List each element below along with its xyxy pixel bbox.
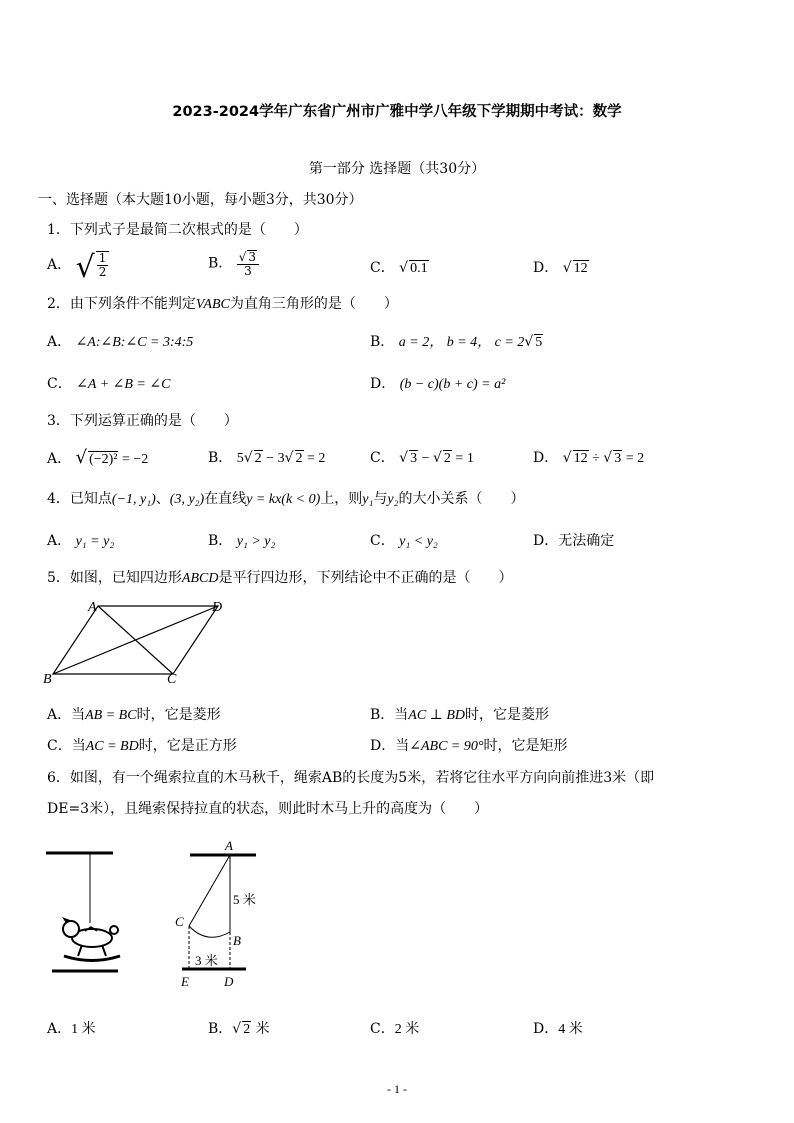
q4-a-expr: y₁ = y₂	[75, 534, 115, 549]
q2-stem-post: 为直角三角形的是（ ）	[229, 296, 398, 312]
geo-length-5: 5 米	[233, 892, 256, 907]
arc-cb	[189, 926, 230, 937]
q4-d-expr: 无法确定	[558, 533, 615, 549]
q5-d-expr: ∠ABC = 90°	[409, 739, 484, 754]
q1-a-den: 2	[98, 264, 107, 279]
q4-point1: (−1, y₁)	[111, 492, 156, 507]
q4-option-b	[208, 530, 275, 550]
q1-option-c: C． √ 0.1	[370, 260, 428, 276]
q3-a-label: A．	[47, 451, 72, 467]
q3-a-rad: (−2)²	[89, 452, 118, 467]
q2-stem	[47, 293, 398, 313]
q2-d-label: D．	[370, 376, 396, 392]
geo-label-e: E	[181, 974, 189, 989]
q6-c-expr: 2 米	[394, 1022, 420, 1037]
q6-option-d	[533, 1018, 583, 1038]
q2-triangle: VABC	[195, 297, 230, 312]
q4-tail: 的大小关系（ ）	[398, 491, 525, 507]
q3-c-rad2: 2	[443, 451, 451, 466]
q3-option-a: A． √ (−2)² = −2	[47, 447, 149, 468]
q5-a-label: A．当	[47, 707, 86, 723]
part-title: 第一部分 选择题（共30分）	[308, 161, 486, 177]
q5-b-label: B．当	[370, 707, 409, 723]
q1-option-b: B． $\frac{√ 3}{3}$	[208, 250, 259, 277]
q6-d-label: D．	[533, 1021, 559, 1037]
vertex-a-label: A	[88, 600, 97, 615]
q3-b-tail: = 2	[303, 451, 326, 466]
q5-b-tail: 时，它是菱形	[465, 707, 550, 723]
q4-b-label: B．	[208, 533, 233, 549]
geo-label-b: B	[233, 933, 241, 948]
geo-label-a: A	[225, 838, 233, 853]
q5-c-tail: 时，它是正方形	[138, 738, 237, 754]
q1-option-d: D． √ 12	[533, 260, 588, 276]
q1-option-a: A． √ $\frac{1}{2}$	[47, 250, 109, 285]
q4-stem-pre: 4．已知点	[47, 491, 112, 507]
q2-b-expr: a = 2， b = 4， c = 2	[398, 335, 525, 350]
q2-a-label: A．	[47, 334, 72, 350]
q1-b-num: 3	[248, 250, 257, 264]
q2-option-c	[47, 373, 170, 393]
q1-stem: 1．下列式子是最简二次根式的是（ ）	[47, 222, 308, 238]
geo-label-d: D	[224, 974, 234, 989]
q2-a-expr: ∠A:∠B:∠C = 3:4:5	[75, 335, 194, 350]
q2-option-b: B． a = 2， b = 4， c = 2√ 5	[370, 334, 543, 350]
q6-c-label: C．	[370, 1021, 395, 1037]
q6-a-label: A．	[47, 1021, 72, 1037]
q4-c-label: C．	[370, 533, 395, 549]
section-title: 一、选择题（本大题10小题，每小题3分，共30分）	[38, 192, 363, 208]
q4-c-expr: y₁ < y₂	[399, 534, 438, 549]
q5-stem	[47, 567, 512, 587]
q1-d-rad: 12	[573, 261, 588, 276]
q3-b-mid: − 3	[262, 451, 285, 466]
q2-b-label: B．	[370, 334, 395, 350]
q6-d-expr: 4 米	[558, 1022, 583, 1037]
q6-b-tail: 米	[251, 1021, 270, 1037]
q5-option-c	[47, 735, 237, 755]
q3-c-rad1: 3	[410, 451, 418, 466]
q6-option-b: B．√ 2 米	[208, 1021, 270, 1037]
swing-geometry-figure	[170, 835, 270, 993]
q5-d-tail: 时，它是矩形	[483, 738, 568, 754]
q2-option-a	[47, 331, 193, 351]
q1-d-label: D．	[533, 260, 559, 276]
q3-d-rad2: 3	[614, 451, 622, 466]
q5-a-tail: 时，它是菱形	[136, 707, 221, 723]
rocking-horse-swing-figure	[40, 845, 130, 980]
q4-sep: 、	[155, 491, 170, 507]
q4-y2: y₂	[387, 492, 399, 507]
q6-b-rad: 2	[243, 1022, 251, 1037]
q2-c-label: C．	[47, 376, 72, 392]
q5-option-a	[47, 704, 221, 724]
q4-option-c	[370, 530, 438, 550]
q3-d-mid: ÷	[588, 451, 604, 466]
q4-y1: y₁	[362, 492, 374, 507]
q3-b-rad1: 2	[254, 451, 262, 466]
q3-c-tail: = 1	[451, 451, 474, 466]
q1-c-label: C．	[370, 260, 395, 276]
q6-a-expr: 1 米	[71, 1022, 96, 1037]
q5-quad: ABCD	[181, 571, 219, 586]
rocking-horse-icon	[62, 917, 120, 961]
vertex-d-label: D	[212, 600, 223, 615]
q2-b-rad: 5	[535, 335, 543, 350]
q4-post: 上，则	[320, 491, 363, 507]
q4-option-a	[47, 530, 114, 550]
q5-option-b	[370, 704, 549, 724]
q3-d-rad1: 12	[573, 451, 588, 466]
q1-a-label: A．	[47, 257, 72, 273]
q1-a-num: 1	[98, 250, 107, 265]
q5-b-expr: AC ⊥ BD	[408, 708, 466, 723]
q1-c-rad: 0.1	[410, 261, 428, 276]
q3-c-label: C．	[370, 450, 395, 466]
q3-c-mid: −	[418, 451, 433, 466]
q3-a-tail: = −2	[118, 452, 149, 467]
q4-a-label: A．	[47, 533, 72, 549]
q3-b-label: B．	[208, 450, 233, 466]
q5-c-label: C．当	[47, 738, 86, 754]
q5-stem-pre: 5．如图，已知四边形	[47, 570, 182, 586]
geo-length-3: 3 米	[195, 953, 218, 968]
q2-d-expr: (b − c)(b + c) = a²	[399, 377, 506, 392]
q5-option-d	[370, 735, 567, 755]
q3-stem: 3．下列运算正确的是（ ）	[47, 413, 238, 429]
q6-option-c	[370, 1018, 419, 1038]
q4-stem	[47, 488, 524, 508]
q3-b-rad2: 2	[295, 451, 303, 466]
q4-option-d	[533, 530, 614, 550]
q2-c-expr: ∠A + ∠B = ∠C	[76, 377, 171, 392]
q3-option-b: B． 5√ 2 − 3√ 2 = 2	[208, 450, 326, 466]
q3-option-c: C． √ 3 − √ 2 = 1	[370, 450, 474, 466]
q1-b-den: 3	[244, 263, 252, 278]
q6-stem-line1: 6．如图，有一个绳索拉直的木马秋千，绳索AB的长度为5米，若将它往水平方向向前推进3米（即	[47, 770, 655, 786]
q2-option-d	[370, 373, 505, 393]
q6-stem-line2: DE=3米），且绳索保持拉直的状态，则此时木马上升的高度为（ ）	[47, 801, 489, 817]
q3-b-coef: 5	[236, 451, 244, 466]
q5-a-expr: AB = BC	[85, 708, 137, 723]
q5-d-label: D．当	[370, 738, 410, 754]
q3-d-label: D．	[533, 450, 559, 466]
parallelogram-figure	[40, 596, 240, 688]
diagonal-bd	[53, 606, 218, 674]
q5-stem-post: 是平行四边形，下列结论中不正确的是（ ）	[218, 570, 513, 586]
q1-b-label: B．	[208, 255, 233, 272]
q4-line-eq: y = kx(k < 0)	[246, 492, 321, 507]
q4-b-expr: y₁ > y₂	[236, 534, 276, 549]
vertex-c-label: C	[167, 672, 177, 687]
q4-mid: 在直线	[204, 491, 247, 507]
geo-label-c: C	[175, 914, 184, 929]
q2-stem-pre: 2．由下列条件不能判定	[47, 296, 196, 312]
document-title: 2023-2024学年广东省广州市广雅中学八年级下学期期中考试：数学	[172, 104, 622, 120]
q3-d-tail: = 2	[622, 451, 645, 466]
q4-and: 与	[373, 491, 388, 507]
q4-point2: (3, y₂)	[169, 492, 205, 507]
q6-option-a	[47, 1018, 96, 1038]
page-number: - 1 -	[387, 1082, 407, 1096]
q6-b-label: B．	[208, 1021, 233, 1037]
segment-ac	[189, 855, 230, 926]
vertex-b-label: B	[43, 672, 52, 687]
q4-d-label: D．	[533, 533, 559, 549]
q5-c-expr: AC = BD	[85, 739, 139, 754]
q3-option-d: D． √ 12 ÷ √ 3 = 2	[533, 450, 645, 466]
